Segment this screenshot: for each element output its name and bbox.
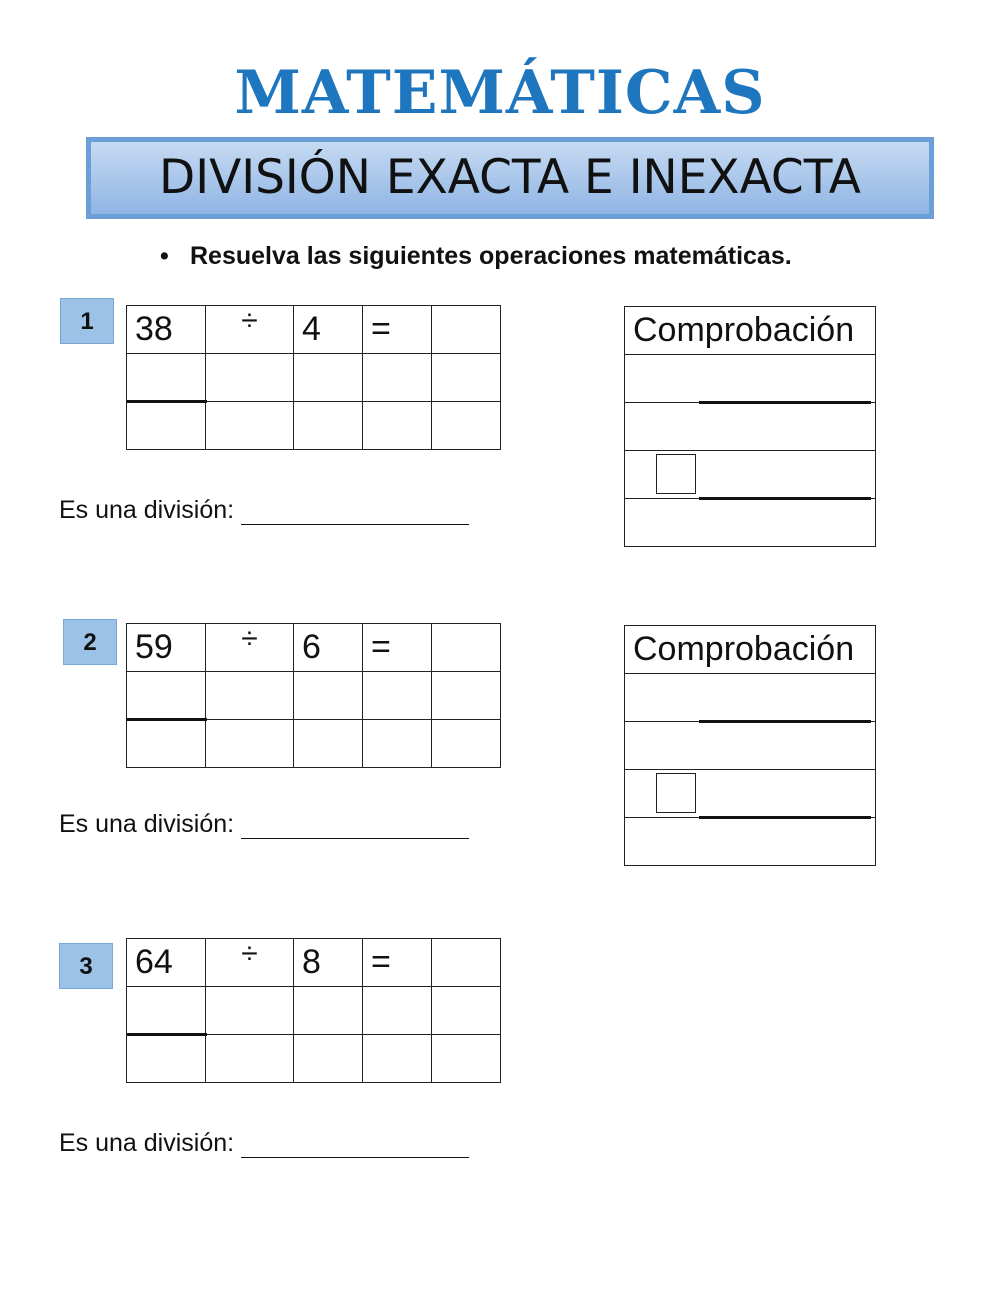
work-cell[interactable] (294, 672, 363, 720)
work-cell[interactable] (432, 720, 501, 768)
quotient-cell[interactable] (432, 939, 501, 987)
remainder-cell[interactable] (127, 720, 206, 768)
divisor: 6 (294, 624, 363, 672)
equals-sign: = (363, 306, 432, 354)
division-grid (126, 305, 501, 450)
division-grid (126, 623, 501, 768)
work-cell[interactable] (294, 987, 363, 1035)
answer-line (59, 1129, 469, 1158)
remainder-cell[interactable] (127, 402, 206, 450)
exercise-number-badge: 2 (63, 619, 117, 665)
check-header: Comprobación (625, 626, 876, 674)
check-table (624, 306, 876, 547)
check-cell[interactable] (625, 770, 876, 818)
answer-label: Es una división: (59, 1129, 235, 1157)
quotient-cell[interactable] (432, 306, 501, 354)
equals-sign: = (363, 624, 432, 672)
work-cell[interactable] (432, 672, 501, 720)
check-cell[interactable] (625, 403, 876, 451)
check-result-cell[interactable] (625, 499, 876, 547)
instruction (160, 242, 792, 271)
work-cell[interactable] (363, 1035, 432, 1083)
check-table (624, 625, 876, 866)
dividend: 38 (127, 306, 206, 354)
work-cell[interactable] (206, 720, 294, 768)
work-cell[interactable] (127, 987, 206, 1035)
work-cell[interactable] (206, 354, 294, 402)
answer-line (59, 810, 469, 839)
work-cell[interactable] (294, 354, 363, 402)
work-cell[interactable] (127, 354, 206, 402)
check-header: Comprobación (625, 307, 876, 355)
answer-line (59, 496, 469, 525)
work-cell[interactable] (432, 402, 501, 450)
instruction-text: Resuelva las siguientes operaciones matemáticas. (190, 242, 792, 270)
work-cell[interactable] (363, 720, 432, 768)
exercise-number-badge: 1 (60, 298, 114, 344)
work-cell[interactable] (363, 354, 432, 402)
answer-label: Es una división: (59, 496, 235, 524)
work-cell[interactable] (206, 987, 294, 1035)
divisor: 4 (294, 306, 363, 354)
answer-blank[interactable] (241, 812, 469, 839)
page-title: MATEMÁTICAS (234, 58, 766, 128)
work-cell[interactable] (206, 402, 294, 450)
dividend: 59 (127, 624, 206, 672)
answer-blank[interactable] (241, 1131, 469, 1158)
work-cell[interactable] (206, 672, 294, 720)
check-cell[interactable] (625, 451, 876, 499)
work-cell[interactable] (363, 672, 432, 720)
exercise-number-badge: 3 (59, 943, 113, 989)
divide-icon: ÷ (206, 306, 294, 354)
work-cell[interactable] (432, 354, 501, 402)
quotient-cell[interactable] (432, 624, 501, 672)
division-grid (126, 938, 501, 1083)
work-cell[interactable] (206, 1035, 294, 1083)
remainder-cell[interactable] (127, 1035, 206, 1083)
equals-sign: = (363, 939, 432, 987)
answer-blank[interactable] (241, 498, 469, 525)
answer-label: Es una división: (59, 810, 235, 838)
work-cell[interactable] (363, 987, 432, 1035)
check-result-cell[interactable] (625, 818, 876, 866)
check-cell[interactable] (625, 674, 876, 722)
work-cell[interactable] (294, 402, 363, 450)
work-cell[interactable] (363, 402, 432, 450)
bullet-icon: • (160, 242, 169, 270)
work-cell[interactable] (432, 987, 501, 1035)
remainder-box[interactable] (656, 454, 696, 494)
work-cell[interactable] (294, 720, 363, 768)
worksheet-subtitle-banner: DIVISIÓN EXACTA E INEXACTA (86, 137, 934, 219)
check-cell[interactable] (625, 722, 876, 770)
check-cell[interactable] (625, 355, 876, 403)
divisor: 8 (294, 939, 363, 987)
work-cell[interactable] (432, 1035, 501, 1083)
remainder-box[interactable] (656, 773, 696, 813)
work-cell[interactable] (294, 1035, 363, 1083)
dividend: 64 (127, 939, 206, 987)
divide-icon: ÷ (206, 624, 294, 672)
work-cell[interactable] (127, 672, 206, 720)
divide-icon: ÷ (206, 939, 294, 987)
